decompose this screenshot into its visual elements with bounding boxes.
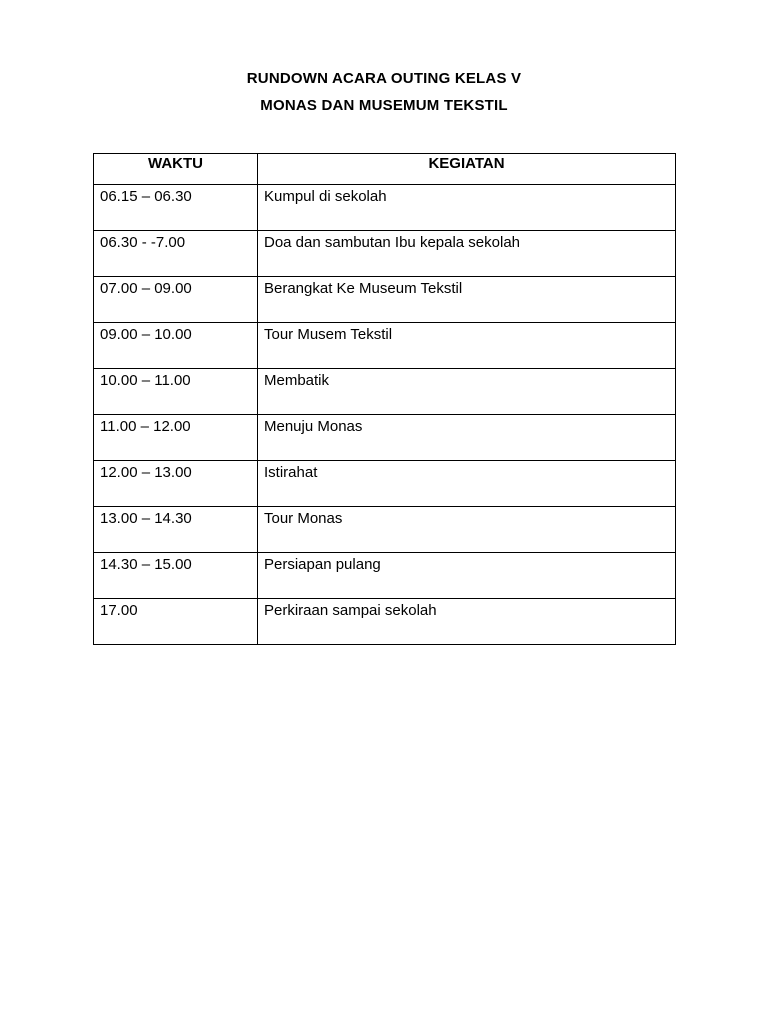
- cell-waktu: 07.00 – 09.00: [94, 277, 258, 323]
- cell-kegiatan: Membatik: [258, 369, 676, 415]
- table-header-row: [94, 154, 676, 185]
- cell-waktu: 09.00 – 10.00: [94, 323, 258, 369]
- table-row: [94, 323, 676, 369]
- schedule-table: [93, 153, 676, 645]
- cell-kegiatan: Tour Monas: [258, 507, 676, 553]
- cell-waktu: 17.00: [94, 599, 258, 645]
- cell-kegiatan: Berangkat Ke Museum Tekstil: [258, 277, 676, 323]
- table-row: [94, 461, 676, 507]
- table-row: [94, 553, 676, 599]
- table-row: [94, 231, 676, 277]
- cell-waktu: 13.00 – 14.30: [94, 507, 258, 553]
- cell-kegiatan: Persiapan pulang: [258, 553, 676, 599]
- cell-kegiatan: Istirahat: [258, 461, 676, 507]
- document-title: RUNDOWN ACARA OUTING KELAS V: [246, 70, 522, 87]
- header-waktu: WAKTU: [94, 154, 258, 185]
- document-subtitle: MONAS DAN MUSEMUM TEKSTIL: [260, 97, 508, 114]
- cell-waktu: 14.30 – 15.00: [94, 553, 258, 599]
- cell-waktu: 12.00 – 13.00: [94, 461, 258, 507]
- cell-waktu: 10.00 – 11.00: [94, 369, 258, 415]
- cell-waktu: 11.00 – 12.00: [94, 415, 258, 461]
- table-row: [94, 369, 676, 415]
- cell-kegiatan: Doa dan sambutan Ibu kepala sekolah: [258, 231, 676, 277]
- table-row: [94, 507, 676, 553]
- cell-kegiatan: Kumpul di sekolah: [258, 185, 676, 231]
- table-row: [94, 277, 676, 323]
- header-kegiatan: KEGIATAN: [258, 154, 676, 185]
- cell-waktu: 06.15 – 06.30: [94, 185, 258, 231]
- cell-kegiatan: Tour Musem Tekstil: [258, 323, 676, 369]
- table-row: [94, 185, 676, 231]
- cell-kegiatan: Menuju Monas: [258, 415, 676, 461]
- cell-kegiatan: Perkiraan sampai sekolah: [258, 599, 676, 645]
- table-row: [94, 415, 676, 461]
- cell-waktu: 06.30 - -7.00: [94, 231, 258, 277]
- table-row: [94, 599, 676, 645]
